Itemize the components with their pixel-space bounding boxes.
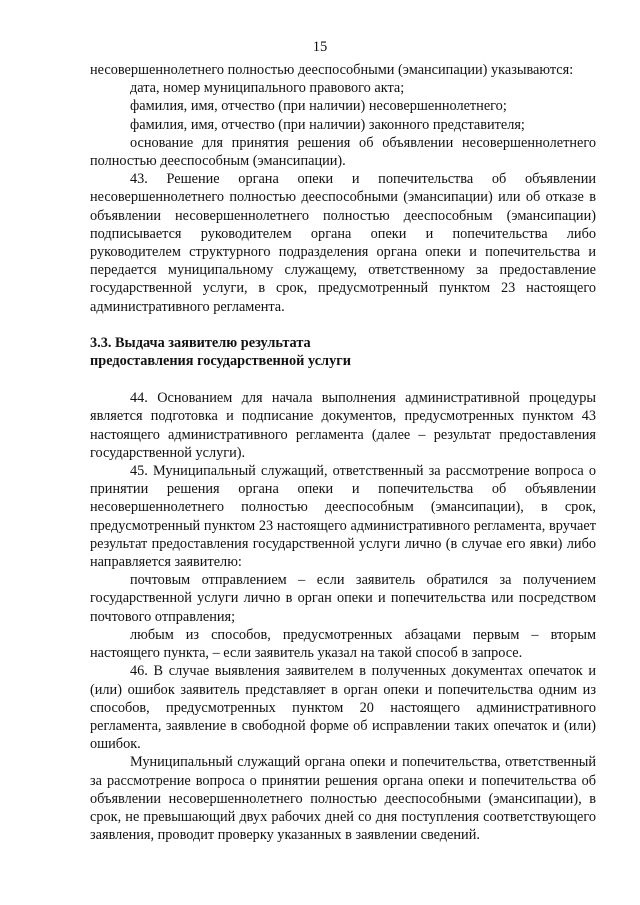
- list-item: фамилия, имя, отчество (при наличии) несовершеннолетнего;: [130, 98, 507, 115]
- list-item: дата, номер муниципального правового акта;: [130, 80, 405, 97]
- list-item: фамилия, имя, отчество (при наличии) законного представителя;: [130, 116, 525, 133]
- paragraph-46: 46. В случае выявления заявителем в полученных документах опечаток и (или) ошибок заявитель представляет в орган опеки и попечительства одним из способов, предусмотренных пунктом 20 настоящего административного регламента, заявление в свободной форме об исправлении таких опечаток и (или) ошибок.: [90, 663, 596, 753]
- paragraph-43: 43. Решение органа опеки и попечительства об объявлении несовершеннолетнего полностью дееспособными (эмансипации) или об отказе в объявлении несовершеннолетнего полностью дееспособным (эмансипации) подписывается руководителем органа опеки и попечительства либо руководителем структурного подразделения органа опеки и попечительства и передается муниципальному служащему, ответственному за предоставление государственной услуги, в срок, предусмотренный пунктом 23 настоящего административного регламента.: [90, 171, 596, 315]
- paragraph: несовершеннолетнего полностью дееспособными (эмансипации) указываются:: [90, 62, 574, 78]
- list-item: основание для принятия решения об объявлении несовершеннолетнего полностью дееспособным (эмансипации).: [90, 134, 596, 170]
- paragraph-44: 44. Основанием для начала выполнения административной процедуры является подготовка и подписание документов, предусмотренных пунктом 43 настоящего административного регламента (далее – результат предоставления государственной услуги).: [90, 390, 596, 461]
- page-number: 15: [312, 39, 328, 55]
- paragraph: Муниципальный служащий органа опеки и попечительства, ответственный за рассмотрение вопроса о принятии решения органа опеки и попечительства об объявлении несовершеннолетнего полностью дееспособными (эмансипации), в срок, не превышающий двух рабочих дней со дня поступления соответствующего заявления, проводит проверку указанных в заявлении сведений.: [90, 754, 596, 844]
- paragraph-45: 45. Муниципальный служащий, ответственный за рассмотрение вопроса о принятии решения органа опеки и попечительства об объявлении несовершеннолетнего полностью дееспособным (эмансипации), в срок, предусмотренный пунктом 23 настоящего административного регламента, вручает результат предоставления государственной услуги лично (в случае его явки) либо направляется заявителю:: [90, 463, 596, 571]
- list-item: любым из способов, предусмотренных абзацами первым – вторым настоящего пункта, – если заявитель указал на такой способ в запросе.: [90, 626, 596, 662]
- document-body: [90, 61, 596, 844]
- section-heading-line-1: 3.3. Выдача заявителю результата: [90, 334, 311, 351]
- list-item: почтовым отправлением – если заявитель обратился за получением государственной услуги лично в орган опеки и попечительства или посредством почтового отправления;: [90, 572, 596, 625]
- section-heading-line-2: предоставления государственной услуги: [90, 353, 351, 370]
